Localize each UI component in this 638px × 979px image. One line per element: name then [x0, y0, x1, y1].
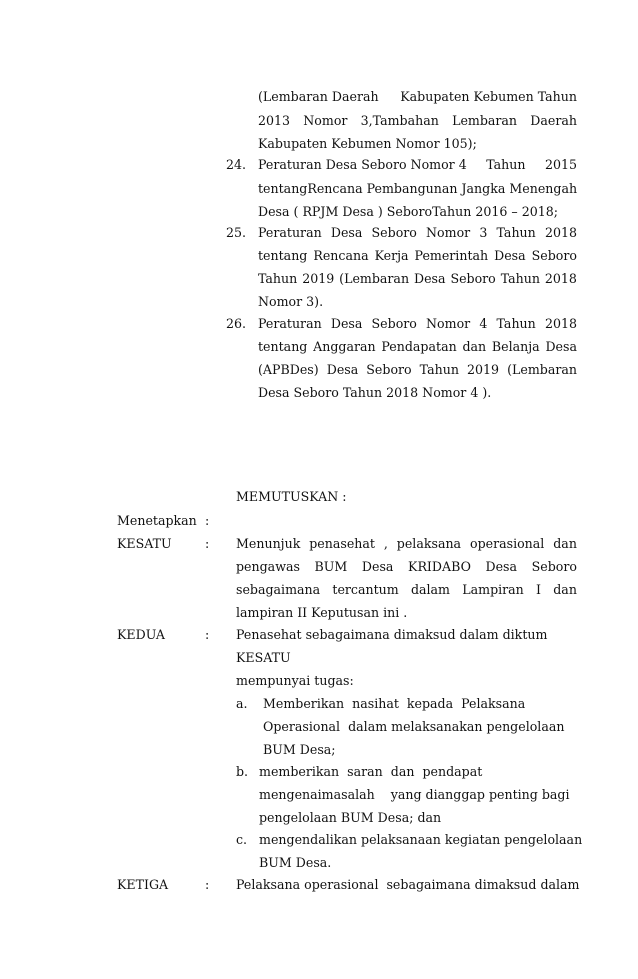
text-segment: Seboro [371, 316, 417, 331]
text-segment: 2019 [466, 362, 500, 377]
item-number: 25. [226, 225, 247, 240]
kesatu-line-3 [236, 582, 577, 597]
item-26-line-2 [258, 339, 577, 354]
text-segment: 2015 [544, 157, 577, 172]
text-segment: Lembaran [452, 113, 518, 128]
text-segment: sebagaimana [236, 582, 321, 597]
kesatu-line-1 [236, 536, 577, 551]
text-segment: Seboro [531, 559, 577, 574]
subitem-a-line-3: BUM Desa; [263, 742, 336, 757]
text-segment: pengawas [236, 559, 300, 574]
continuation-line-2 [258, 113, 577, 128]
ketiga-line-1: Pelaksana operasional sebagaimana dimaksud dalam [236, 877, 580, 892]
text-segment: (Lembaran Daerah [258, 89, 379, 104]
kesatu-line-4: lampiran II Keputusan ini . [236, 605, 408, 620]
subitem-letter: b. [236, 764, 249, 779]
text-segment: I [536, 582, 542, 597]
menetapkan-label: Menetapkan [117, 513, 197, 528]
text-segment: Belanja [491, 339, 540, 354]
kedua-label: KEDUA [117, 627, 166, 642]
text-segment: Menunjuk [236, 536, 301, 551]
subitem-c-line-2: BUM Desa. [259, 855, 332, 870]
kesatu-label: KESATU [117, 536, 172, 551]
text-segment: 2018 [544, 225, 577, 240]
text-segment: Nomor [303, 113, 348, 128]
kedua-line-3: mempunyai tugas: [236, 673, 354, 688]
text-segment: Nomor [426, 316, 471, 331]
item-26-line-4: Desa Seboro Tahun 2018 Nomor 4 ). [258, 385, 492, 400]
text-segment: Desa [361, 559, 394, 574]
text-segment: dalam [410, 582, 451, 597]
text-segment: pelaksana [396, 536, 462, 551]
item-25-line-4: Nomor 3). [258, 294, 324, 309]
text-segment: Tahun [496, 316, 536, 331]
text-segment: Desa [485, 559, 518, 574]
item-26-line-1 [258, 316, 577, 331]
text-segment: Desa [494, 248, 526, 263]
text-segment: dan [553, 536, 577, 551]
text-segment: Peraturan Desa Seboro Nomor 4 [258, 157, 467, 172]
text-segment: Kerja [374, 248, 409, 263]
text-segment: Daerah [530, 113, 577, 128]
text-segment: dan [553, 582, 577, 597]
kedua-line-2: KESATU [236, 650, 291, 665]
text-segment: Lampiran [462, 582, 524, 597]
item-number: 26. [226, 316, 247, 331]
text-segment: penasehat [309, 536, 375, 551]
kesatu-line-2 [236, 559, 577, 574]
text-segment: Seboro [366, 362, 412, 377]
text-segment: Nomor [426, 225, 471, 240]
text-segment: Desa [326, 362, 359, 377]
memutuskan-heading: MEMUTUSKAN : [236, 489, 347, 504]
text-segment: Pendapatan [381, 339, 457, 354]
item-24-line-2 [258, 181, 577, 196]
text-segment: Tahun [258, 271, 298, 286]
continuation-line-3: Kabupaten Kebumen Nomor 105); [258, 136, 477, 151]
text-segment: tercantum [332, 582, 399, 597]
text-segment: Peraturan [258, 225, 322, 240]
item-25-line-1 [258, 225, 577, 240]
text-segment: Seboro [531, 248, 577, 263]
text-segment: BUM [314, 559, 348, 574]
text-segment: Desa [330, 225, 363, 240]
text-segment: 4 [479, 316, 488, 331]
ketiga-colon: : [205, 877, 210, 892]
continuation-line-1 [258, 89, 577, 104]
subitem-b-line-3: pengelolaan BUM Desa; dan [259, 810, 442, 825]
text-segment: Desa [413, 271, 446, 286]
text-segment: Rencana Pembangunan Jangka Menengah [307, 181, 578, 196]
text-segment: dan [462, 339, 487, 354]
item-number: 24. [226, 157, 247, 172]
item-25-line-3 [258, 271, 577, 286]
kedua-line-1: Penasehat sebagaimana dimaksud dalam diktum [236, 627, 548, 642]
subitem-b-line-1: memberikan saran dan pendapat [259, 764, 483, 779]
text-segment: 2018 [544, 271, 577, 286]
item-26-line-3 [258, 362, 577, 377]
kedua-colon: : [205, 627, 210, 642]
text-segment: 3,Tambahan [360, 113, 439, 128]
text-segment: Anggaran [313, 339, 376, 354]
text-segment: Pemerintah [414, 248, 489, 263]
text-segment: operasional [469, 536, 545, 551]
text-segment: (Lembaran [507, 362, 577, 377]
subitem-c-line-1: mengendalikan pelaksanaan kegiatan pengelolaan [259, 832, 583, 847]
text-segment: 2019 [302, 271, 335, 286]
text-segment: Tahun [419, 362, 459, 377]
text-segment: (APBDes) [258, 362, 319, 377]
kesatu-colon: : [205, 536, 210, 551]
text-segment: Seboro [371, 225, 417, 240]
text-segment: 3 [479, 225, 488, 240]
text-segment: tentang [258, 181, 308, 196]
text-segment: 2018 [544, 316, 577, 331]
ketiga-label: KETIGA [117, 877, 169, 892]
text-segment: , [383, 536, 388, 551]
menetapkan-colon: : [205, 513, 210, 528]
item-24-line-1 [258, 157, 577, 172]
subitem-a-line-1: Memberikan nasihat kepada Pelaksana [263, 696, 526, 711]
text-segment: Desa [330, 316, 363, 331]
subitem-b-line-2: mengenaimasalah yang dianggap penting bagi [259, 787, 570, 802]
text-segment: Tahun [500, 271, 540, 286]
text-segment: KRIDABO [408, 559, 471, 574]
text-segment: (Lembaran [339, 271, 410, 286]
text-segment: Tahun [496, 225, 536, 240]
text-segment: Peraturan [258, 316, 322, 331]
text-segment: Tahun [486, 157, 526, 172]
text-segment: Seboro [450, 271, 496, 286]
subitem-letter: c. [236, 832, 248, 847]
text-segment: Kabupaten Kebumen Tahun [400, 89, 577, 104]
subitem-letter: a. [236, 696, 248, 711]
item-24-line-3: Desa ( RPJM Desa ) SeboroTahun 2016 – 2018; [258, 204, 559, 219]
text-segment: Rencana [313, 248, 369, 263]
text-segment: tentang [258, 248, 308, 263]
text-segment: 2013 [258, 113, 291, 128]
subitem-a-line-2: Operasional dalam melaksanakan pengelolaan [263, 719, 565, 734]
item-25-line-2 [258, 248, 577, 263]
text-segment: tentang [258, 339, 308, 354]
text-segment: Desa [545, 339, 577, 354]
